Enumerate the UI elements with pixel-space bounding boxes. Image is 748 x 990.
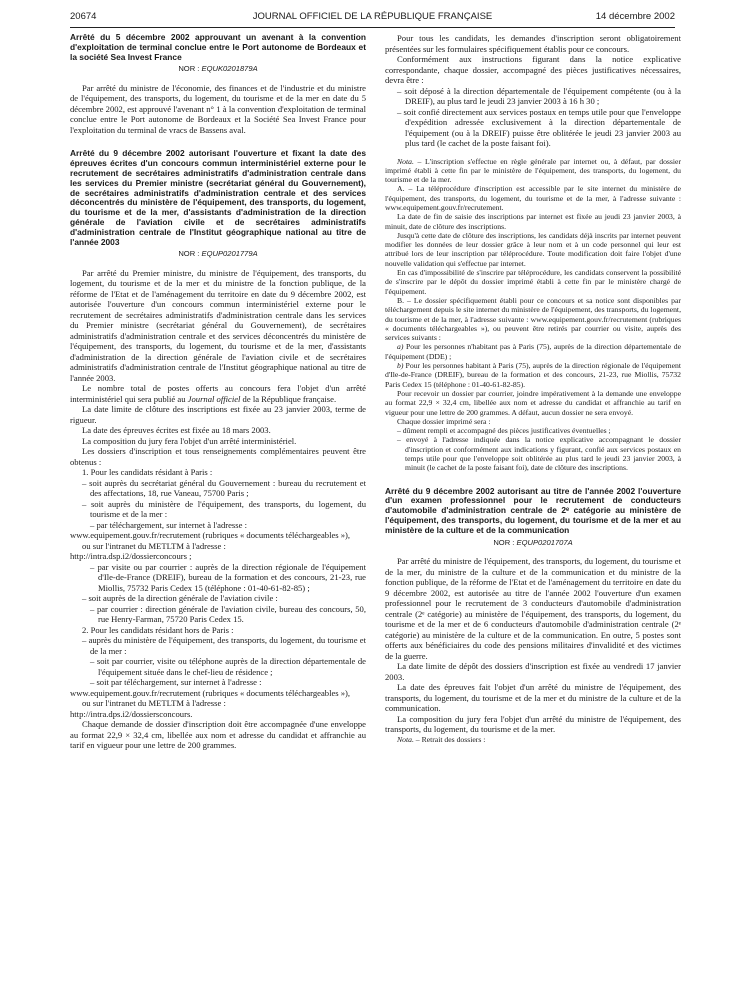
article-title: Arrêté du 5 décembre 2002 approuvant un avenant à la convention d'exploitation de terminal conclue entre le Port autonome de Bordeaux et la société Sea Invest France — [70, 32, 366, 62]
list-item: – soit confié directement aux services postaux en temps utile pour que l'enveloppe d'expédition adressée exclusivement à la direction départementale de l'équipement (ou à la DREIF) puisse être oblitérée le jeudi 23 janvier 2003 au plus tard (le cachet de la poste faisant foi). — [397, 106, 681, 148]
url-text: www.equipement.gouv.fr/recrutement (rubriques « documents téléchargeables »), — [70, 530, 351, 541]
list-item: 2. Pour les candidats résidant hors de Paris : — [82, 624, 234, 635]
paragraph: Pour recevoir un dossier par courrier, joindre impérativement à la demande une enveloppe au format 22,9 × 32,4 cm, libellée aux nom et adresse du candidat et affranchie au tarif en vigueur pour une lettre de 200 grammes. A défaut, aucun dossier ne sera envoyé. — [385, 388, 681, 417]
list-item: ou sur l'intranet du METLTM à l'adresse : — [82, 540, 226, 551]
issue-date: 14 décembre 2002 — [595, 11, 675, 22]
paragraph: Par arrêté du ministre de l'équipement, des transports, du logement, du tourisme et de la mer, du ministre de la culture et de la communication et du ministre de la fonction publique, de la réforme de l'Etat et de l'aménagement du territoire en date du 9 décembre 2002, est autorisée au titre de l'année 2002 l'ouverture d'un examen professionnel pour le recrutement de 3 conducteurs d'automobile d'administration centrale (2ᵉ catégorie) au ministère de l'équipement, des transports, du logement, du tourisme et de la mer et de 6 conducteurs d'automobile d'administration centrale (2ᵉ catégorie) au ministère de la culture et de la communication. En outre, 5 postes sont offerts aux bénéficiaires du code des pensions militaires d'invalidité et des victimes de la guerre. — [385, 556, 681, 661]
paragraph: A. – La téléprocédure d'inscription est accessible par le site internet du ministère de l'équipement, des transports, du logement, du tourisme et de la mer, à l'adresse suivante : www.equipement.gouv.fr/recrutement. — [385, 184, 681, 212]
paragraph: La date de fin de saisie des inscriptions par internet est fixée au jeudi 23 janvier 2003, à minuit, date de clôture des inscriptions. — [385, 212, 681, 231]
paragraph: En cas d'impossibilité de s'inscrire par téléprocédure, les candidats conservent la possibilité de s'inscrire par le dépôt du dossier imprimé établi à cette fin par le ministère chargé de l'équipement. — [385, 268, 681, 296]
list-item: – soit auprès du secrétariat général du Gouvernement : bureau du recrutement et des affectations, 18, rue Vaneau, 75700 Paris ; — [82, 477, 366, 499]
article-title: Arrêté du 9 décembre 2002 autorisant l'ouverture et fixant la date des épreuves écrites d'un concours commun interministériel externe pour le recrutement de secrétaires administratifs d'administration centrale dans les services du Premier ministre (secrétariat général du Gouvernement), de secrétaires administratifs d'administration centrale et des services déconcentrés du ministère de l'équipement, des transports, du logement, du tourisme et de la mer, d'assistants d'administration de la direction générale de l'aviation civile et de secrétaires administratifs d'administration centrale de l'Institut géographique national au titre de l'année 2003 — [70, 148, 366, 247]
header-rule — [70, 27, 675, 28]
list-item: – dûment rempli et accompagné des pièces justificatives éventuelles ; — [397, 426, 611, 436]
list-item: – soit déposé à la direction départementale de l'équipement compétente (ou à la DREIF), au plus tard le jeudi 23 janvier 2003 à 16 h 30 ; — [397, 85, 681, 106]
nor-reference: NOR : EQUP0201779A — [178, 249, 258, 259]
page-number: 20674 — [70, 11, 97, 22]
nota-paragraph: Nota. – Retrait des dossiers : — [397, 734, 486, 744]
list-item: – soit par courrier, visite ou téléphone auprès de la direction départementale de l'équipement située dans le chef-lieu de résidence ; — [90, 656, 366, 677]
url-text: http://intra.dps.i2/dossiersconcours. — [70, 708, 193, 719]
paragraph: b) Pour les personnes habitant à Paris (75), auprès de la direction régionale de l'équipement d'Ile-de-France (DREIF), bureau de la formation et des concours, 21-23, rue Miollis, 75732 Paris Cedex 15 (téléphone : 01-40-61-82-85). — [385, 361, 681, 389]
paragraph: Chaque dossier imprimé sera : — [397, 416, 491, 426]
list-item: 1. Pour les candidats résidant à Paris : — [82, 467, 213, 478]
paragraph: La composition du jury fera l'objet d'un arrêté interministériel. — [82, 435, 297, 446]
left-column — [70, 33, 366, 751]
page-header — [70, 11, 675, 25]
paragraph: Par arrêté du ministre de l'économie, des finances et de l'industrie et du ministre de l'équipement, des transports, du logement, du tourisme et de la mer en date du 5 décembre 2002, est approuvé l'avenant n° 1 à la convention d'exploitation de terminal conclue entre le Port autonome de Bordeaux et la Société Sea Invest France pour l'exploitation du terminal de vracs de Bassens aval. — [70, 82, 366, 135]
paragraph: Chaque demande de dossier d'inscription doit être accompagnée d'une enveloppe au format 22,9 × 32,4 cm, libellée aux nom et adresse du candidat et affranchie au tarif en vigueur pour une lettre de 200 grammes. — [70, 719, 366, 751]
paragraph: La composition du jury fera l'objet d'un arrêté du ministre de l'équipement, des transports, du logement, du tourisme et de la mer. — [385, 713, 681, 735]
nota-paragraph: Nota. – L'inscription s'effectue en règle générale par internet ou, à défaut, par dossier imprimé établi à cette fin par le ministère de l'équipement, des transports, du logement, du tourisme et de la mer. — [385, 156, 681, 185]
list-item: – par téléchargement, sur internet à l'adresse : — [90, 519, 247, 530]
url-text: http://intra.dsp.i2/dossierconcours ; — [70, 551, 192, 562]
nor-reference: NOR : EQUK0201879A — [178, 64, 258, 74]
list-item: – par visite ou par courrier : auprès de la direction régionale de l'équipement d'Ile-de-France (DREIF), bureau de la formation et des concours, 21-23, rue Miollis, 75732 Paris Cedex 15 (téléphone : 01-40-61-82-85) ; — [90, 561, 366, 593]
paragraph: Par arrêté du Premier ministre, du ministre de l'équipement, des transports, du logement, du tourisme et de la mer et du ministre de la fonction publique, de la réforme de l'Etat et de l'aménagement du territoire en date du 9 décembre 2002, est autorisée l'ouverture d'un concours commun interministériel externe pour le recrutement de secrétaires administratifs d'administration centrale dans les services du Premier ministre (secrétariat général du Gouvernement), de secrétaires administratifs d'administration centrale et des services déconcentrés du ministère de l'équipement, des transports, du logement, du tourisme et de la mer, d'assistants d'administration de la direction générale de l'aviation civile et de secrétaires administratifs d'administration centrale de l'Institut géographique national au titre de l'année 2003. — [70, 267, 366, 383]
paragraph: Conformément aux instructions figurant dans la notice explicative correspondante, chaque dossier, accompagné des pièces justificatives nécessaires, devra être : — [385, 54, 681, 85]
paragraph: a) Pour les personnes n'habitant pas à Paris (75), auprès de la direction départementale de l'équipement (DDE) ; — [385, 342, 681, 361]
paragraph: Le nombre total de postes offerts au concours fera l'objet d'un arrêté interministériel qui sera publié au Journal officiel de la République française. — [70, 383, 366, 404]
list-item: – par courrier : direction générale de l'aviation civile, bureau des concours, 50, rue Henry-Farman, 75720 Paris Cedex 15. — [90, 603, 366, 625]
list-item: – soit par téléchargement, sur internet à l'adresse : — [90, 677, 262, 688]
paragraph: La date des épreuves fait l'objet d'un arrêté du ministre de l'équipement, des transports, du logement, du tourisme et de la mer et du ministre de la culture et de la communication. — [385, 682, 681, 714]
paragraph: Jusqu'à cette date de clôture des inscriptions, les candidats déjà inscrits par internet peuvent modifier les données de leur dossier grâce à leur nom et à un code personnel qui leur est attribué lors de leur inscription par téléprocédure. Toute modification doit faire l'objet d'une nouvelle validation qui s'effectue par internet. — [385, 230, 681, 268]
paragraph: Les dossiers d'inscription et tous renseignements complémentaires peuvent être obtenus : — [70, 446, 366, 467]
list-item: – soit auprès de la direction générale de l'aviation civile : — [82, 593, 278, 604]
list-item: – auprès du ministère de l'équipement, des transports, du logement, du tourisme et de la mer : — [82, 635, 366, 656]
paragraph: La date limite de dépôt des dossiers d'inscription est fixée au vendredi 17 janvier 2003. — [385, 661, 681, 682]
list-item: – soit auprès du ministère de l'équipement, des transports, du logement, du tourisme et de la mer : — [82, 498, 366, 520]
list-item: – envoyé à l'adresse indiquée dans la notice explicative accompagnant le dossier d'inscription et conformément aux indications y figurant, confié aux services postaux en temps utile pour que l'enveloppe soit oblitérée au plus tard le jeudi 23 janvier 2003, à minuit (le cachet de la poste faisant foi), date de clôture des inscriptions. — [397, 435, 681, 473]
list-item: ou sur l'intranet du METLTM à l'adresse : — [82, 698, 226, 709]
nor-reference: NOR : EQUP0201707A — [493, 537, 573, 547]
journal-title: JOURNAL OFFICIEL DE LA RÉPUBLIQUE FRANÇAISE — [252, 11, 493, 22]
article-title: Arrêté du 9 décembre 2002 autorisant au titre de l'année 2002 l'ouverture d'un examen professionnel pour le recrutement de conducteurs d'automobile d'administration centrale de 2ᵉ catégorie au ministère de l'équipement, des transports, du logement, du tourisme et de la mer et au ministère de la culture et de la communication — [385, 485, 681, 535]
paragraph: La date limite de clôture des inscriptions est fixée au 23 janvier 2003, terme de rigueur. — [70, 404, 366, 425]
paragraph: B. – Le dossier spécifiquement établi pour ce concours et sa notice sont disponibles par téléchargement depuis le site internet du ministère de l'équipement, des transports, du logement, du tourisme et de la mer, à l'adresse suivante : www.equipement.gouv.fr/recrutement (rubriques « documents téléchargeables »), ou peuvent être retirés par courrier ou visite, auprès des services suivants : — [385, 295, 681, 343]
url-text: www.equipement.gouv.fr/recrutement (rubriques « documents téléchargeables »), — [70, 687, 351, 698]
paragraph: Pour tous les candidats, les demandes d'inscription seront obligatoirement présentées sur les formulaires spécifiquement établis pour ce concours. — [385, 33, 681, 54]
right-column — [385, 33, 681, 744]
paragraph: La date des épreuves écrites est fixée au 18 mars 2003. — [82, 425, 271, 436]
